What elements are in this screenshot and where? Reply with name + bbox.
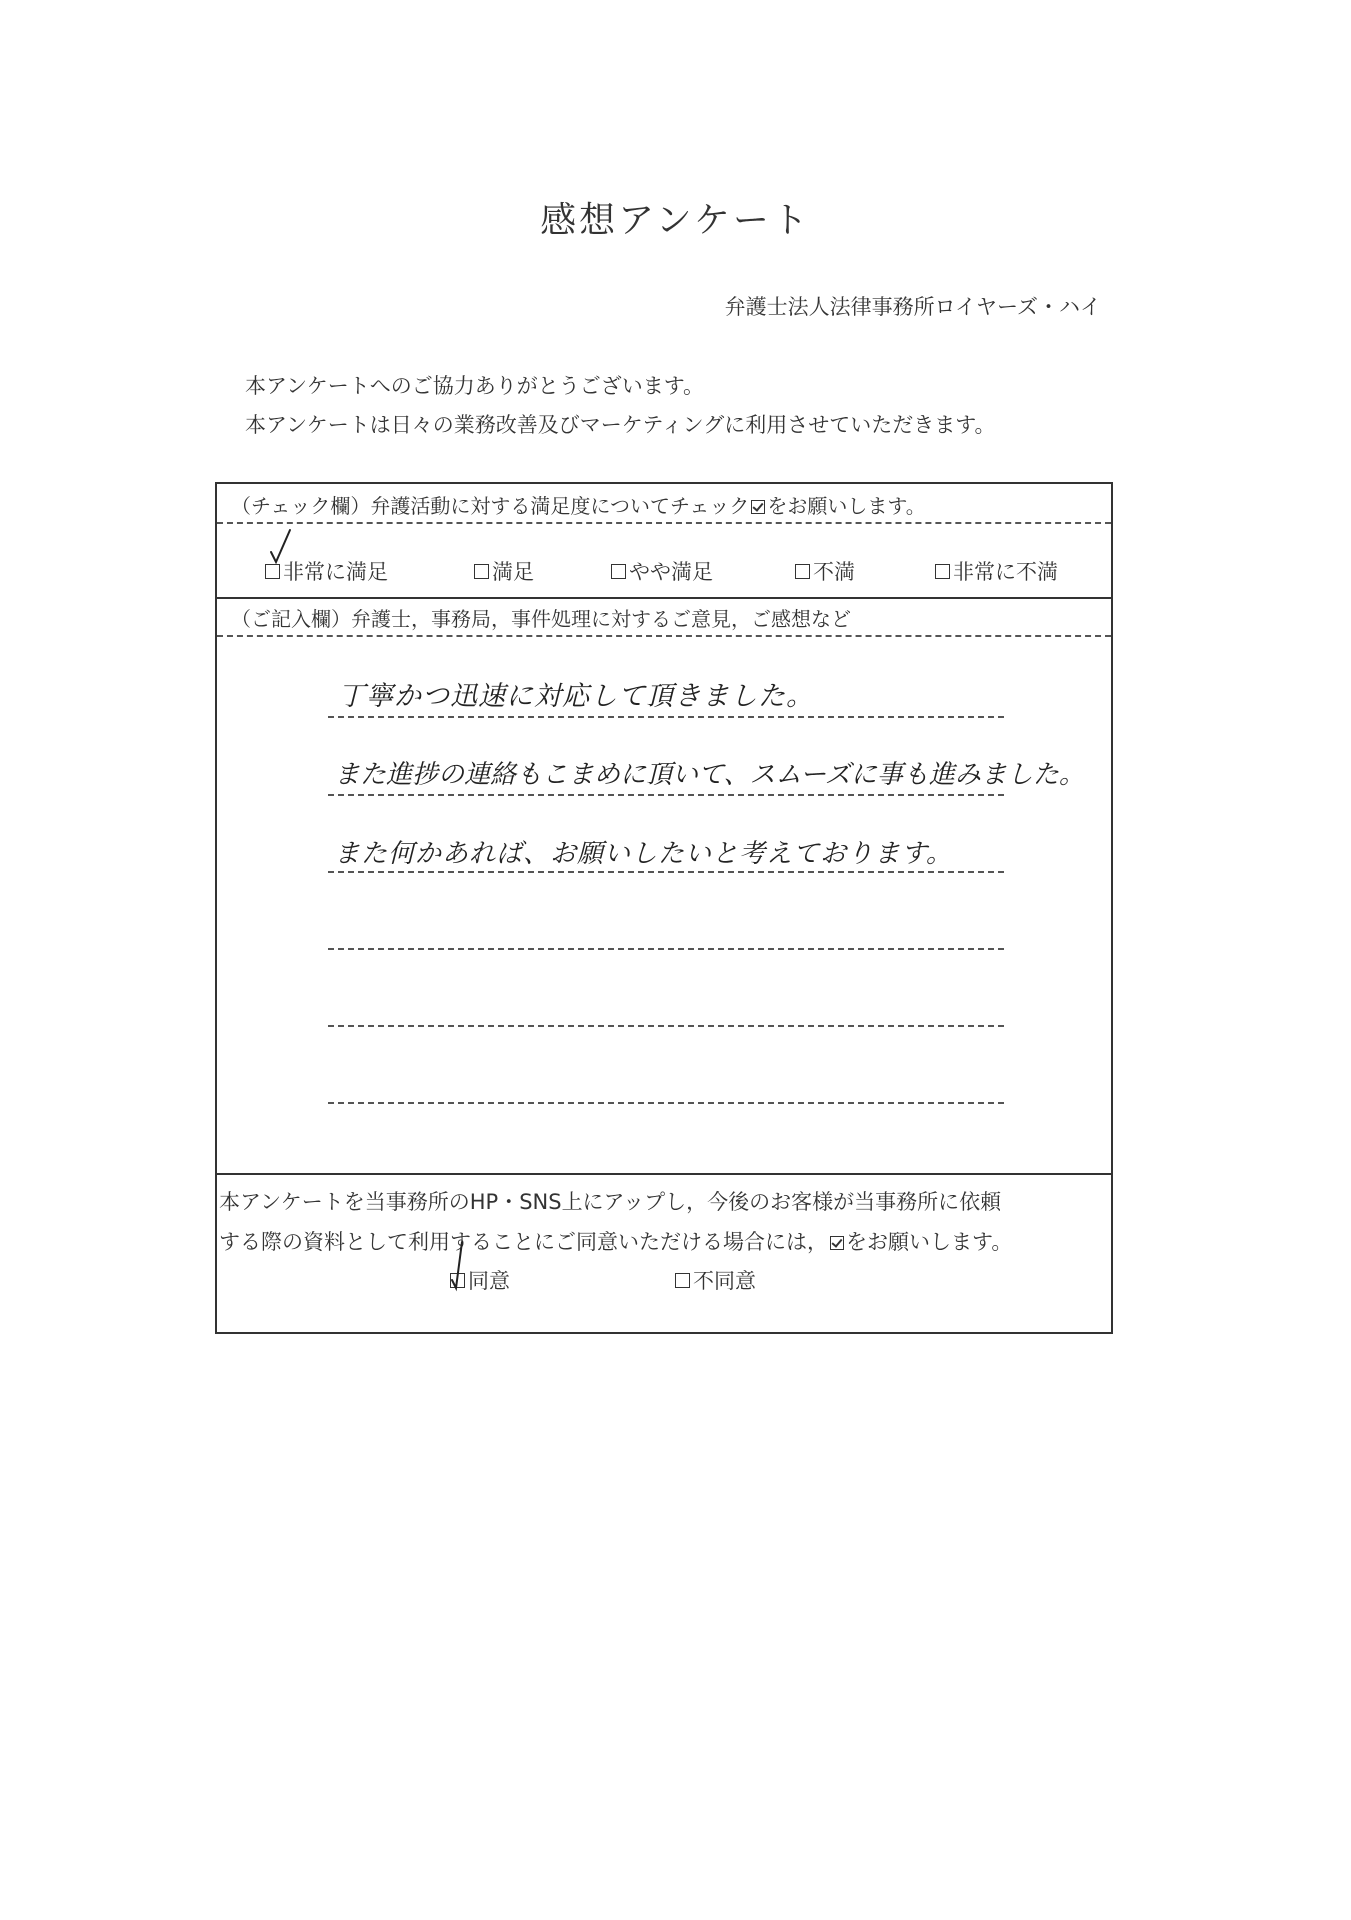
option-label: やや満足	[629, 560, 713, 584]
option-label: 満足	[492, 560, 534, 584]
option-label: 不満	[813, 560, 855, 584]
comment-line	[328, 794, 1004, 796]
option-label: 非常に満足	[283, 560, 388, 584]
comments-label: （ご記入欄）弁護士，事務局，事件処理に対するご意見，ご感想など	[231, 607, 851, 631]
intro-line-2: 本アンケートは日々の業務改善及びマーケティングに利用させていただきます。	[245, 413, 996, 437]
checkbox-example-icon	[751, 500, 765, 514]
comment-line	[328, 948, 1004, 950]
option-satisfied[interactable]	[474, 556, 534, 586]
survey-title: 感想アンケート	[540, 200, 811, 241]
handwritten-comment-2: また進捗の連絡もこまめに頂いて、スムーズに事も進みました。	[334, 760, 1085, 790]
comment-line	[328, 871, 1004, 873]
checkbox-disagree[interactable]	[675, 1273, 690, 1288]
intro-line-1: 本アンケートへのご協力ありがとうございます。	[245, 374, 705, 398]
option-label: 同意	[468, 1269, 510, 1293]
handwritten-comment-3: また何かあれば、お願いしたいと考えております。	[334, 839, 953, 869]
option-somewhat-satisfied[interactable]	[611, 556, 713, 586]
handwritten-comment-1: 丁寧かつ迅速に対応して頂きました。	[338, 681, 814, 712]
satisfaction-options	[215, 528, 1113, 584]
checkbox-example-icon	[830, 1236, 844, 1250]
consent-line-2-text: する際の資料として利用することにご同意いただける場合には，	[219, 1230, 828, 1254]
comment-line	[328, 1102, 1004, 1104]
checkbox-dissatisfied[interactable]	[795, 564, 810, 579]
consent-line-1: 本アンケートを当事務所のHP・SNS上にアップし，今後のお客様が当事務所に依頼	[219, 1190, 1002, 1214]
option-dissatisfied[interactable]	[795, 556, 855, 586]
satisfaction-label-text: （チェック欄）弁護活動に対する満足度についてチェック	[231, 494, 750, 518]
handwritten-check-icon	[448, 1240, 472, 1292]
satisfaction-header	[217, 484, 1111, 524]
consent-line-2-suffix: をお願いします。	[846, 1230, 1013, 1254]
option-very-dissatisfied[interactable]	[935, 556, 1058, 586]
comments-header	[217, 597, 1111, 637]
option-disagree[interactable]	[675, 1265, 756, 1295]
option-label: 非常に不満	[953, 560, 1058, 584]
option-label: 不同意	[693, 1269, 756, 1293]
organization-name: 弁護士法人法律事務所ロイヤーズ・ハイ	[724, 295, 1101, 319]
checkbox-very-dissatisfied[interactable]	[935, 564, 950, 579]
comment-line	[328, 1025, 1004, 1027]
satisfaction-label-suffix: をお願いします。	[767, 494, 926, 518]
checkbox-somewhat-satisfied[interactable]	[611, 564, 626, 579]
handwritten-check-icon	[268, 528, 296, 568]
consent-line-2	[219, 1226, 1012, 1256]
comment-line	[328, 716, 1004, 718]
satisfaction-label	[231, 490, 926, 519]
checkbox-satisfied[interactable]	[474, 564, 489, 579]
